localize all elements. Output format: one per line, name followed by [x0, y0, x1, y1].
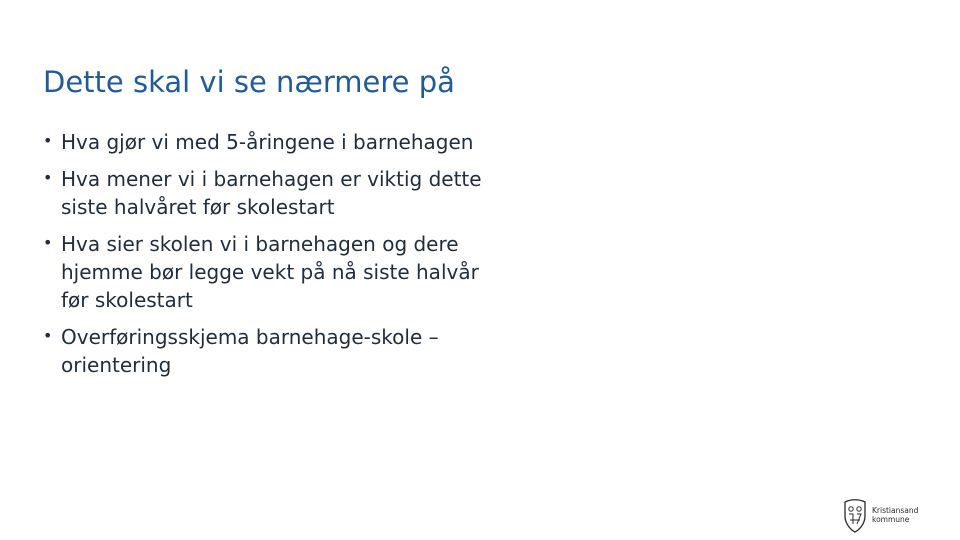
bullet-text: Hva gjør vi med 5-åringene i barnehagen	[61, 130, 474, 154]
bullet-text: Hva sier skolen vi i barnehagen og dere hjemme bør legge vekt på nå siste halvår før skolestart	[61, 232, 479, 312]
bullet-icon: •	[43, 168, 53, 187]
bullet-item	[43, 323, 603, 379]
logo-name-line1: Kristiansand	[872, 506, 919, 515]
bullet-text: Hva mener vi i barnehagen er viktig dette siste halvåret før skolestart	[61, 167, 482, 219]
bullet-item	[43, 230, 603, 314]
bullet-item	[43, 165, 603, 221]
kristiansand-kommune-logo	[841, 498, 921, 534]
bullet-item	[43, 128, 603, 156]
bullet-icon: •	[43, 131, 53, 150]
bullet-list	[43, 128, 603, 388]
bullet-icon: •	[43, 233, 53, 252]
slide-title: Dette skal vi se nærmere på	[43, 65, 455, 99]
bullet-icon: •	[43, 326, 53, 345]
logo-name-line2: kommune	[872, 515, 910, 524]
bullet-text: Overføringsskjema barnehage-skole – orientering	[61, 325, 439, 377]
municipal-crest-icon	[841, 498, 921, 534]
